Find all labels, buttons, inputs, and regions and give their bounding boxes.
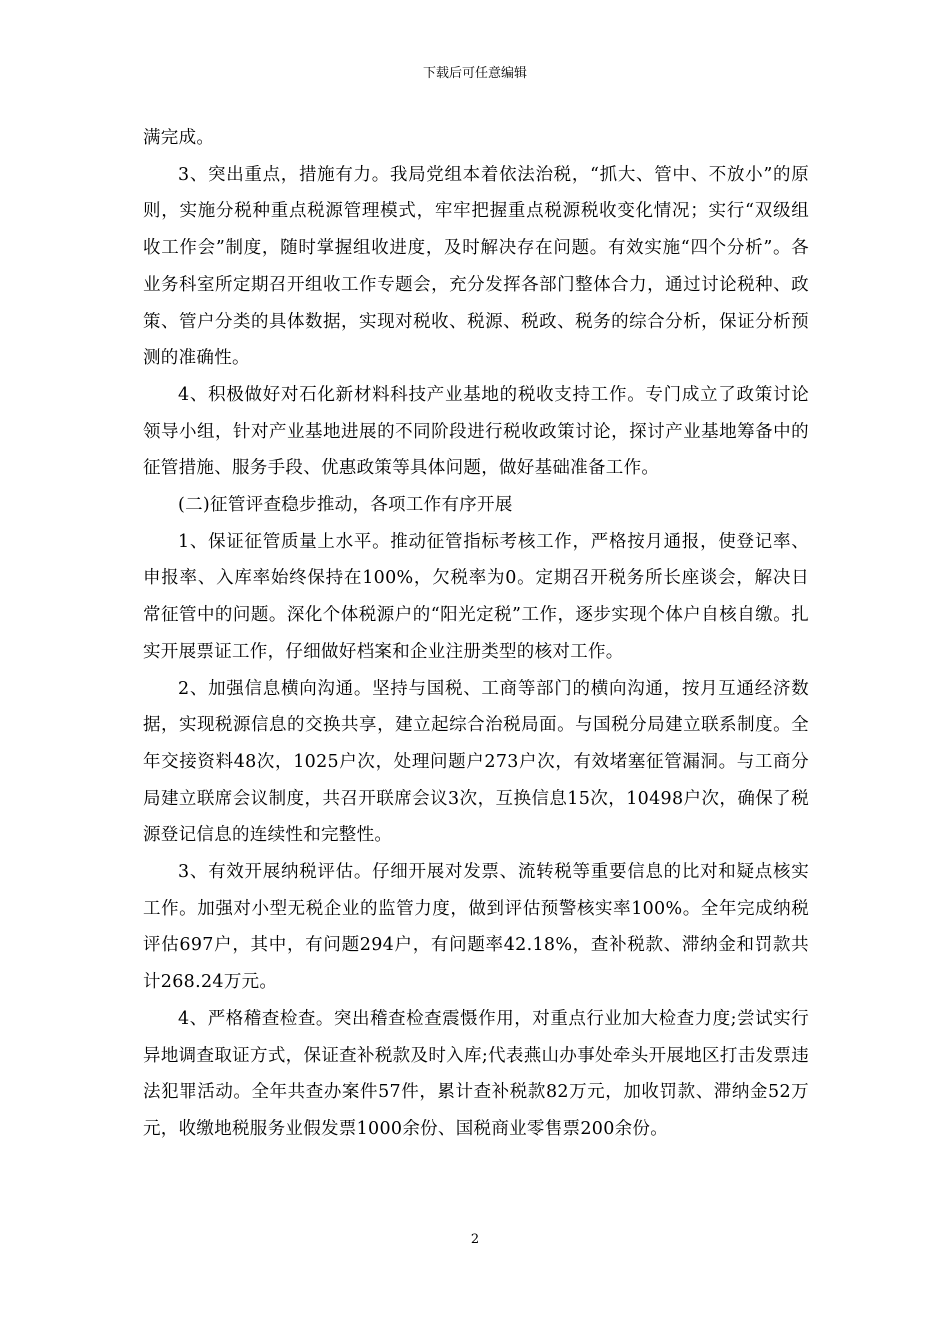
paragraph-7: 4、严格稽查检查。突出稽查检查震慑作用，对重点行业加大检查力度;尝试实行异地调查取证方式，保证查补税款及时入库;代表燕山办事处牵头开展地区打击发票违法犯罪活动。全年共查办案件57件，累计查补税款82万元，加收罚款、滞纳金52万元，收缴地税服务业假发票1000余份、国税商业零售票200余份。 [143, 1008, 809, 1139]
paragraph-1: 3、突出重点，措施有力。我局党组本着依法治税，“抓大、管中、不放小”的原则，实施分税种重点税源管理模式，牢牢把握重点税源税收变化情况；实行“双级组收工作会”制度，随时掌握组收进度，及时解决存在问题。有效实施“四个分析”。各业务科室所定期召开组收工作专题会，充分发挥各部门整体合力，通过讨论税种、政策、管户分类的具体数据，实现对税收、税源、税政、税务的综合分析，保证分析预测的准确性。 [143, 164, 809, 369]
page-number: 2 [470, 1232, 480, 1247]
paragraph-4: 1、保证征管质量上水平。推动征管指标考核工作，严格按月通报，使登记率、申报率、入库率始终保持在100%，欠税率为0。定期召开税务所长座谈会，解决日常征管中的问题。深化个体税源户的“阳光定税”工作，逐步实现个体户自核自缴。扎实开展票证工作，仔细做好档案和企业注册类型的核对工作。 [143, 531, 809, 662]
paragraph-2: 4、积极做好对石化新材料科技产业基地的税收支持工作。专门成立了政策讨论领导小组，针对产业基地进展的不同阶段进行税收政策讨论，探讨产业基地筹备中的征管措施、服务手段、优惠政策等具体问题，做好基础准备工作。 [143, 384, 809, 479]
paragraph-6: 3、有效开展纳税评估。仔细开展对发票、流转税等重要信息的比对和疑点核实工作。加强对小型无税企业的监管力度，做到评估预警核实率100%。全年完成纳税评估697户，其中，有问题294户，有问题率42.18%，查补税款、滞纳金和罚款共计268.24万元。 [143, 862, 809, 993]
section-heading: (二)征管评查稳步推动，各项工作有序开展 [178, 495, 513, 516]
document-body [143, 120, 809, 1148]
paragraph-0: 满完成。 [143, 128, 215, 148]
page-header: 下载后可任意编辑 [422, 66, 527, 81]
paragraph-5: 2、加强信息横向沟通。坚持与国税、工商等部门的横向沟通，按月互通经济数据，实现税源信息的交换共享，建立起综合治税局面。与国税分局建立联系制度。全年交接资料48次，1025户次，处理问题户273户次，有效堵塞征管漏洞。与工商分局建立联席会议制度，共召开联席会议3次，互换信息15次，10498户次，确保了税源登记信息的连续性和完整性。 [143, 678, 809, 846]
